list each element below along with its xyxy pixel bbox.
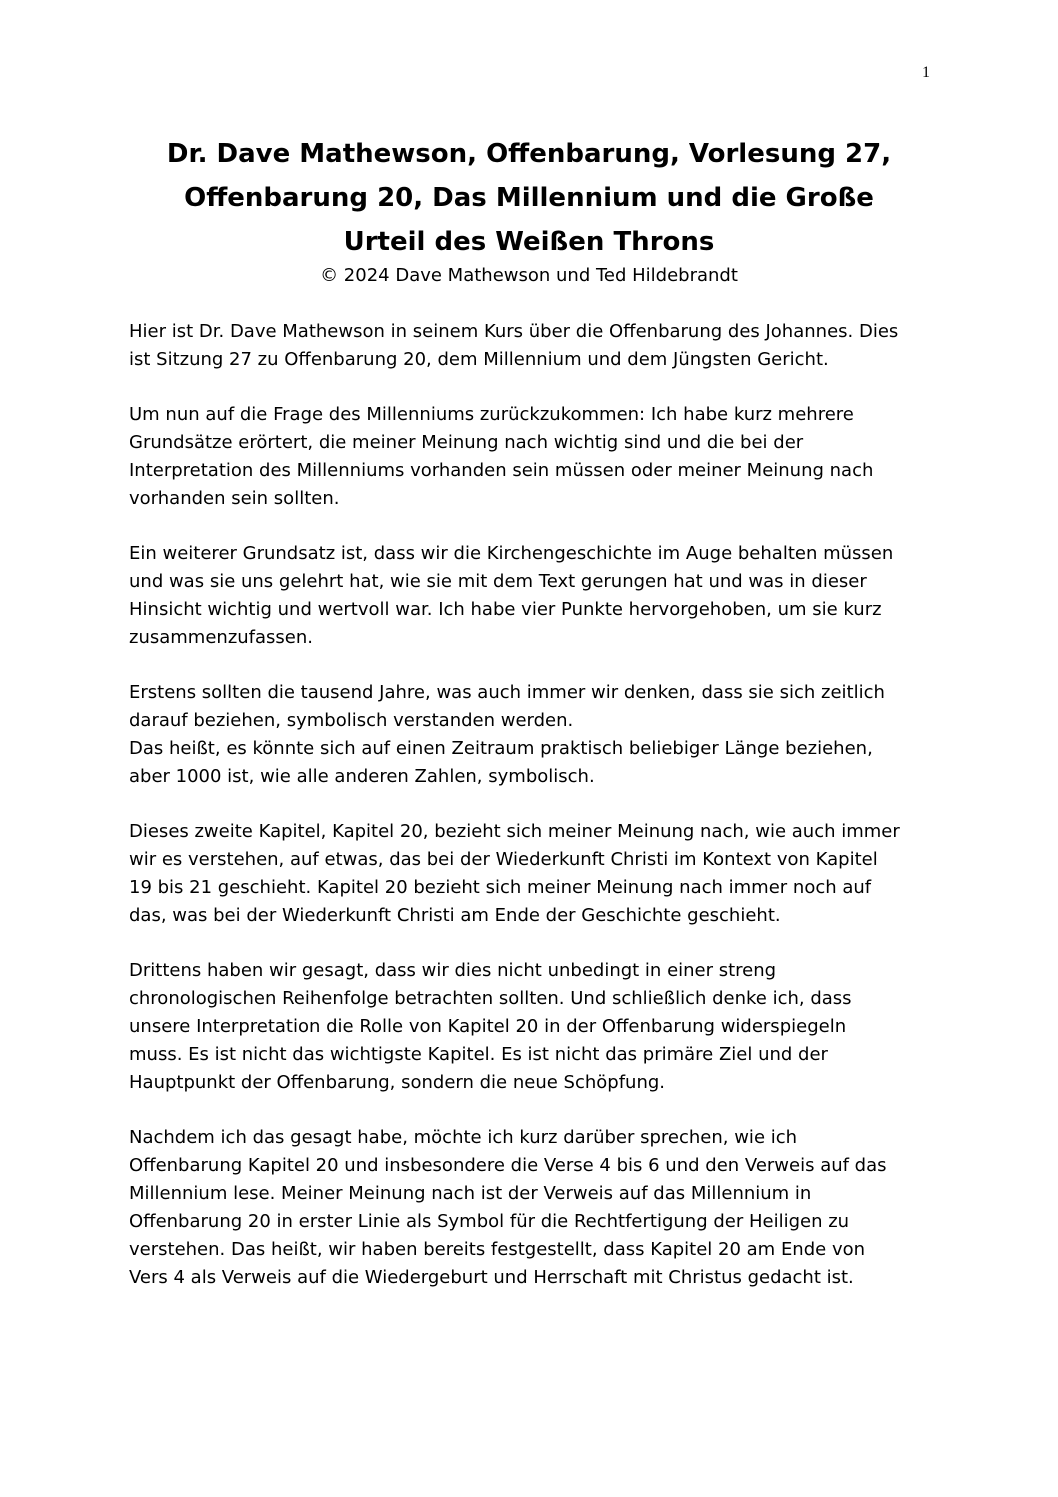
text-line: Um nun auf die Frage des Millenniums zurückzukommen: Ich habe kurz mehrere	[129, 404, 854, 425]
paragraph-second-point	[129, 818, 939, 930]
text-line: 19 bis 21 geschieht. Kapitel 20 bezieht sich meiner Meinung nach immer noch auf	[129, 877, 872, 898]
text-line: muss. Es ist nicht das wichtigste Kapitel. Es ist nicht das primäre Ziel und der	[129, 1044, 828, 1065]
text-line: Ein weiterer Grundsatz ist, dass wir die Kirchengeschichte im Auge behalten müssen	[129, 543, 894, 564]
text-line: wir es verstehen, auf etwas, das bei der Wiederkunft Christi im Kontext von Kapitel	[129, 849, 878, 870]
title-line: Urteil des Weißen Throns	[343, 227, 715, 257]
text-line: Nachdem ich das gesagt habe, möchte ich kurz darüber sprechen, wie ich	[129, 1127, 798, 1148]
text-line: unsere Interpretation die Rolle von Kapitel 20 in der Offenbarung widerspiegeln	[129, 1016, 847, 1037]
text-line: Interpretation des Millenniums vorhanden sein müssen oder meiner Meinung nach	[129, 460, 874, 481]
text-line: chronologischen Reihenfolge betrachten sollten. Und schließlich denke ich, dass	[129, 988, 852, 1009]
text-line: Hauptpunkt der Offenbarung, sondern die neue Schöpfung.	[129, 1072, 666, 1093]
text-line: Grundsätze erörtert, die meiner Meinung nach wichtig sind und die bei der	[129, 432, 804, 453]
text-line: Das heißt, es könnte sich auf einen Zeitraum praktisch beliebiger Länge beziehen,	[129, 738, 873, 759]
paragraph-reading	[129, 1124, 939, 1292]
text-line: Hinsicht wichtig und wertvoll war. Ich habe vier Punkte hervorgehoben, um sie kurz	[129, 599, 882, 620]
document-title	[0, 132, 1058, 264]
paragraph-church-history	[129, 540, 939, 652]
text-line: und was sie uns gelehrt hat, wie sie mit dem Text gerungen hat und was in dieser	[129, 571, 867, 592]
text-line: das, was bei der Wiederkunft Christi am Ende der Geschichte geschieht.	[129, 905, 781, 926]
paragraph-principles	[129, 401, 939, 513]
text-line: Dieses zweite Kapitel, Kapitel 20, bezieht sich meiner Meinung nach, wie auch immer	[129, 821, 900, 842]
text-line: Millennium lese. Meiner Meinung nach ist der Verweis auf das Millennium in	[129, 1183, 812, 1204]
title-line: Offenbarung 20, Das Millennium und die Große	[184, 183, 874, 213]
text-line: Hier ist Dr. Dave Mathewson in seinem Kurs über die Offenbarung des Johannes. Dies	[129, 321, 899, 342]
text-line: ist Sitzung 27 zu Offenbarung 20, dem Millennium und dem Jüngsten Gericht.	[129, 349, 829, 370]
paragraph-intro	[129, 318, 939, 374]
text-line: Offenbarung 20 in erster Linie als Symbol für die Rechtfertigung der Heiligen zu	[129, 1211, 850, 1232]
text-line: verstehen. Das heißt, wir haben bereits festgestellt, dass Kapitel 20 am Ende von	[129, 1239, 866, 1260]
text-line: Erstens sollten die tausend Jahre, was auch immer wir denken, dass sie sich zeitlich	[129, 682, 885, 703]
paragraph-first-point	[129, 679, 939, 791]
text-line: Offenbarung Kapitel 20 und insbesondere die Verse 4 bis 6 und den Verweis auf das	[129, 1155, 887, 1176]
text-line: darauf beziehen, symbolisch verstanden werden.	[129, 710, 574, 731]
text-line: zusammenzufassen.	[129, 627, 313, 648]
text-line: Vers 4 als Verweis auf die Wiedergeburt und Herrschaft mit Christus gedacht ist.	[129, 1267, 854, 1288]
text-line: Drittens haben wir gesagt, dass wir dies nicht unbedingt in einer streng	[129, 960, 777, 981]
copyright-notice: © 2024 Dave Mathewson und Ted Hildebrandt	[320, 265, 738, 286]
paragraph-third-point	[129, 957, 939, 1097]
title-line: Dr. Dave Mathewson, Offenbarung, Vorlesung 27,	[166, 139, 892, 169]
document-body	[129, 318, 939, 1319]
text-line: vorhanden sein sollten.	[129, 488, 340, 509]
text-line: aber 1000 ist, wie alle anderen Zahlen, symbolisch.	[129, 766, 595, 787]
page-number: 1	[922, 64, 930, 81]
